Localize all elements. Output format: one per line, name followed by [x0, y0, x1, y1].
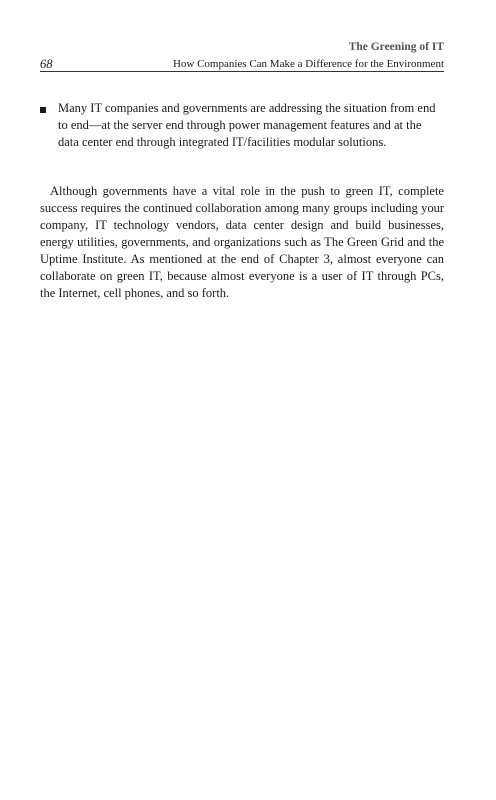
square-bullet-icon [40, 107, 46, 113]
header-rule [40, 71, 444, 72]
body-paragraph: Although governments have a vital role in the push to green IT, complete success requires the continued collaboration among many groups including your company, IT technology vendors, data center design and build businesses, energy utilities, governments, and organizations such as The Green Grid and the Uptime Institute. As mentioned at the end of Chapter 3, almost everyone can collaborate on green IT, because almost everyone is a user of IT through PCs, the Internet, cell phones, and so forth. [40, 183, 444, 300]
page-number: 68 [40, 57, 53, 71]
chapter-title: How Companies Can Make a Difference for the Environment [172, 58, 444, 70]
bullet-list-item [40, 100, 444, 151]
book-title: The Greening of IT [348, 41, 444, 53]
running-head [40, 40, 444, 72]
bullet-text: Many IT companies and governments are addressing the situation from end to end—at the server end through power management features and at the data center end through integrated IT/facilities modular solutions. [58, 101, 436, 149]
running-head-line [40, 56, 444, 72]
